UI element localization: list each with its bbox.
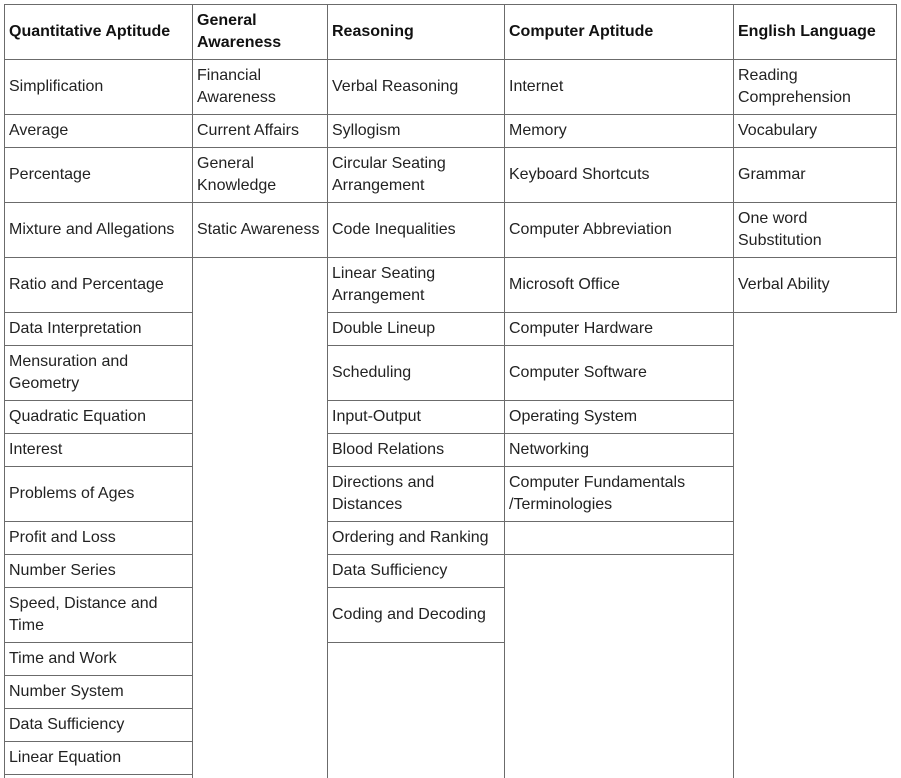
- cell-computer-5: Microsoft Office: [509, 275, 620, 293]
- header-computer-aptitude: Computer Aptitude: [509, 22, 654, 40]
- cell-reasoning-7: Scheduling: [332, 363, 412, 381]
- cell-quant-15: Number System: [9, 682, 124, 700]
- grid-line: [504, 466, 734, 467]
- cell-computer-6: Computer Hardware: [509, 319, 654, 337]
- cell-reasoning-6: Double Lineup: [332, 319, 436, 337]
- grid-line: [4, 257, 193, 258]
- cell-reasoning-2: Syllogism: [332, 121, 401, 139]
- grid-line: [327, 114, 505, 115]
- cell-computer-7: Computer Software: [509, 363, 647, 381]
- cell-quant-6: Data Interpretation: [9, 319, 142, 337]
- grid-line: [327, 400, 505, 401]
- grid-line: [504, 312, 734, 313]
- grid-line: [4, 147, 193, 148]
- cell-reasoning-10: Directions and Distances: [332, 473, 435, 513]
- cell-quant-7: Mensuration and Geometry: [9, 352, 129, 392]
- grid-line: [192, 257, 328, 258]
- grid-line: [4, 774, 193, 775]
- cell-reasoning-3: Circular Seating Arrangement: [332, 154, 446, 194]
- cell-computer-11: [504, 521, 733, 554]
- grid-line: [327, 554, 505, 555]
- cell-reasoning-12: Data Sufficiency: [332, 561, 448, 579]
- grid-line: [4, 345, 193, 346]
- cell-computer-10: Computer Fundamentals /Terminologies: [509, 473, 686, 513]
- grid-line: [896, 4, 897, 313]
- cell-english-1: Reading Comprehension: [738, 66, 851, 106]
- grid-line: [504, 345, 734, 346]
- cell-awareness-3: General Knowledge: [197, 154, 277, 194]
- grid-line: [4, 521, 193, 522]
- cell-quant-1: Simplification: [9, 77, 104, 95]
- grid-line: [4, 466, 193, 467]
- grid-line: [733, 4, 734, 778]
- cell-computer-2: Memory: [509, 121, 567, 139]
- cell-english-4: One word Substitution: [738, 209, 822, 249]
- cell-awareness-4: Static Awareness: [197, 220, 320, 238]
- grid-line: [327, 433, 505, 434]
- grid-line: [504, 400, 734, 401]
- grid-line: [504, 521, 734, 522]
- grid-line: [733, 147, 897, 148]
- grid-line: [327, 312, 505, 313]
- grid-line: [504, 433, 734, 434]
- grid-line: [327, 147, 505, 148]
- grid-line: [4, 4, 896, 5]
- grid-line: [4, 587, 193, 588]
- grid-line: [733, 202, 897, 203]
- grid-line: [504, 114, 734, 115]
- cell-english-2: Vocabulary: [738, 121, 818, 139]
- grid-line: [4, 4, 5, 778]
- grid-line: [4, 554, 193, 555]
- cell-computer-8: Operating System: [509, 407, 638, 425]
- cell-quant-12: Number Series: [9, 561, 116, 579]
- cell-quant-13: Speed, Distance and Time: [9, 594, 158, 634]
- header-reasoning: Reasoning: [332, 22, 414, 40]
- grid-line: [4, 741, 193, 742]
- grid-line: [4, 59, 896, 60]
- grid-line: [327, 4, 328, 778]
- grid-line: [733, 114, 897, 115]
- header-english-language: English Language: [738, 22, 876, 40]
- grid-line: [192, 114, 328, 115]
- cell-quant-14: Time and Work: [9, 649, 117, 667]
- cell-quant-9: Interest: [9, 440, 63, 458]
- grid-line: [327, 642, 505, 643]
- grid-line: [4, 675, 193, 676]
- grid-line: [4, 433, 193, 434]
- cell-quant-10: Problems of Ages: [9, 484, 135, 502]
- cell-reasoning-11: Ordering and Ranking: [332, 528, 489, 546]
- cell-awareness-2: Current Affairs: [197, 121, 299, 139]
- grid-line: [733, 312, 897, 313]
- grid-line: [192, 147, 328, 148]
- cell-quant-17: Linear Equation: [9, 748, 122, 766]
- cell-quant-2: Average: [9, 121, 69, 139]
- cell-awareness-1: Financial Awareness: [197, 66, 276, 106]
- grid-line: [192, 4, 193, 778]
- cell-quant-5: Ratio and Percentage: [9, 275, 164, 293]
- cell-quant-11: Profit and Loss: [9, 528, 116, 546]
- grid-line: [4, 202, 193, 203]
- cell-computer-9: Networking: [509, 440, 590, 458]
- header-general-awareness: General Awareness: [197, 11, 282, 51]
- grid-line: [327, 345, 505, 346]
- grid-line: [327, 521, 505, 522]
- cell-reasoning-1: Verbal Reasoning: [332, 77, 459, 95]
- cell-computer-3: Keyboard Shortcuts: [509, 165, 650, 183]
- grid-line: [327, 257, 505, 258]
- cell-reasoning-8: Input-Output: [332, 407, 421, 425]
- cell-quant-3: Percentage: [9, 165, 91, 183]
- cell-quant-4: Mixture and Allegations: [9, 220, 175, 238]
- cell-reasoning-5: Linear Seating Arrangement: [332, 264, 436, 304]
- grid-line: [327, 202, 505, 203]
- cell-english-3: Grammar: [738, 165, 806, 183]
- grid-line: [4, 114, 193, 115]
- grid-line: [192, 202, 328, 203]
- grid-line: [4, 708, 193, 709]
- grid-line: [504, 147, 734, 148]
- grid-line: [327, 587, 505, 588]
- header-quantitative-aptitude: Quantitative Aptitude: [9, 22, 171, 40]
- grid-line: [504, 202, 734, 203]
- grid-line: [733, 257, 897, 258]
- grid-line: [4, 312, 193, 313]
- cell-english-5: Verbal Ability: [738, 275, 830, 293]
- cell-reasoning-4: Code Inequalities: [332, 220, 456, 238]
- cell-computer-1: Internet: [509, 77, 564, 95]
- cell-reasoning-9: Blood Relations: [332, 440, 445, 458]
- grid-line: [504, 257, 734, 258]
- grid-line: [327, 466, 505, 467]
- grid-line: [504, 4, 505, 778]
- grid-line: [4, 400, 193, 401]
- cell-computer-4: Computer Abbreviation: [509, 220, 672, 238]
- grid-line: [4, 642, 193, 643]
- cell-reasoning-13: Coding and Decoding: [332, 605, 486, 623]
- grid-line: [504, 554, 734, 555]
- cell-quant-8: Quadratic Equation: [9, 407, 146, 425]
- cell-quant-16: Data Sufficiency: [9, 715, 125, 733]
